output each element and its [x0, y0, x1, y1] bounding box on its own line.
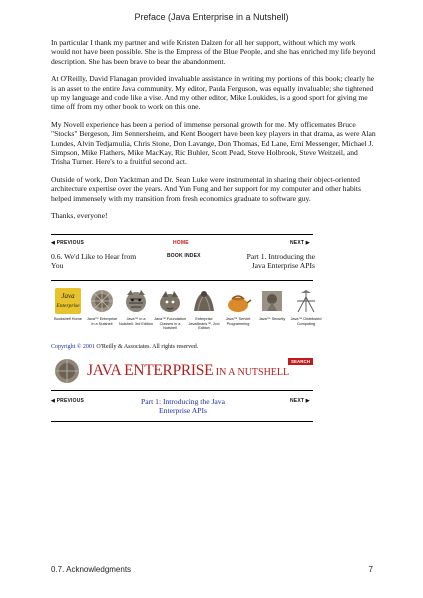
book-caption: Java™ Servlet Programming [225, 317, 251, 326]
footer-section: 0.7. Acknowledgments [51, 565, 132, 574]
book-link[interactable] [187, 287, 221, 331]
nutshell-seal-icon [51, 358, 83, 384]
java-servlet-programming-cover-icon [224, 287, 252, 315]
enterprise-javabeans-cover-icon [190, 287, 218, 315]
copyright-text: O'Reilly & Associates. All rights reserved. [94, 344, 199, 350]
logo-text-line: Enterprise [56, 303, 80, 309]
banner-title: JAVA ENTERPRISE IN A NUTSHELL [87, 362, 290, 379]
home-button[interactable]: HOME [173, 240, 189, 246]
paragraph: Outside of work, Don Yacktman and Dr. Sean Luke were instrumental in sharing their object-oriented architecture expertise over the years. And Yun Fung and her support for my computer and other habits helped immensely with my transition from fresh economics graduate to software guy. [51, 175, 361, 203]
nav-bottom-rule [51, 390, 313, 391]
copyright-line [51, 344, 198, 350]
bookshelf-home-link[interactable] [51, 287, 85, 322]
book-caption: Java™ in a Nutshell, 3rd Edition [119, 317, 153, 326]
page-number: 7 [368, 565, 373, 574]
java-enterprise-logo-icon [54, 287, 82, 315]
next-button[interactable]: NEXT ▶ [290, 240, 310, 246]
book-caption: Bookshelf Home [54, 317, 82, 321]
next-arrow-icon: ▶ [305, 398, 310, 404]
nav-top-rule [51, 234, 313, 235]
book-link[interactable] [85, 287, 119, 326]
book-caption: Java™ Foundation Classes in a Nutshell [154, 317, 186, 330]
book-caption: Java™ Distributed Computing [290, 317, 322, 326]
page-footer [51, 565, 373, 574]
book-link[interactable] [153, 287, 187, 331]
java-enterprise-nutshell-cover-icon [88, 287, 116, 315]
previous-section-text[interactable]: 0.6. We'd Like to Hear from You [51, 252, 137, 270]
paragraph: In particular I thank my partner and wife Kristen Dalzen for all her support, without which my work would not have been possible. She is the Empress of the Blue People, and she has enriched my life beyond description. She has been brave to bear the abandonment. [51, 38, 376, 66]
next-arrow-icon: ▶ [305, 240, 310, 246]
bottom-next-section-link[interactable]: Part 1: Introducing the Java Enterprise APIs [141, 397, 225, 415]
paragraph: Thanks, everyone! [51, 211, 108, 221]
paragraph: At O'Reilly, David Flanagan provided invaluable assistance in writing my portions of this book; clearly he is an asset to the entire Java community. My editor, Paula Ferguson, was equally invaluable; she tightened up my language and code like a vise. And my other editor, Mike Loukides, is a good sport for giving me time off from my other book to work on this one. [51, 74, 375, 112]
nav-divider [51, 280, 313, 281]
previous-arrow-icon: ◀ [51, 398, 56, 404]
java-distributed-computing-cover-icon [292, 287, 320, 315]
body-text [51, 38, 376, 229]
java-nutshell-tiger-cover-icon [122, 287, 150, 315]
book-index-link[interactable]: BOOK INDEX [167, 253, 201, 259]
book-link[interactable] [221, 287, 255, 326]
next-section-text[interactable]: Part 1. Introducing the Java Enterprise APIs [246, 252, 315, 270]
bookshelf [51, 287, 323, 339]
bottom-previous-button[interactable]: ◀ PREVIOUS [51, 398, 85, 404]
copyright-link[interactable]: Copyright © 2001 [51, 344, 95, 350]
page-header: Preface (Java Enterprise in a Nutshell) [134, 12, 289, 22]
book-caption: Java™ Security [258, 317, 286, 321]
nav-bottom-rule-lower [51, 421, 313, 422]
book-link[interactable] [119, 287, 153, 326]
search-button[interactable]: SEARCH [288, 358, 313, 365]
bottom-next-button[interactable]: NEXT ▶ [290, 398, 310, 404]
book-link[interactable] [289, 287, 323, 326]
book-caption: Java™ Enterprise in a Nutshell [86, 317, 118, 326]
previous-arrow-icon: ◀ [51, 240, 56, 246]
previous-button[interactable]: ◀ PREVIOUS [51, 240, 85, 246]
paragraph: My Novell experience has been a period of immense personal growth for me. My officemates Bruce "Stocks" Bergeson, Jim Sennersheim, and Kent Boogert have been key players in that drama, as were Alan Lundes, Alvin Tedjamulia, Chris Stone, Don Lavange, Don Thomas, Ed Lane, Erni Messenger, Michael J. Simpson, Mike Flathers, Mike MacKay, Ric Buhler, Scott Pead, Steve Holbrook, Steve Weitzeil, and Trisha Turner. Here's to a fruitful second act. [51, 120, 376, 167]
java-foundation-classes-cover-icon [156, 287, 184, 315]
logo-text-line: Java [61, 292, 75, 300]
nutshell-banner [51, 358, 313, 384]
book-link[interactable] [255, 287, 289, 322]
book-caption: Enterprise JavaBeans™, 2nd Edition [188, 317, 220, 330]
java-security-cover-icon [258, 287, 286, 315]
